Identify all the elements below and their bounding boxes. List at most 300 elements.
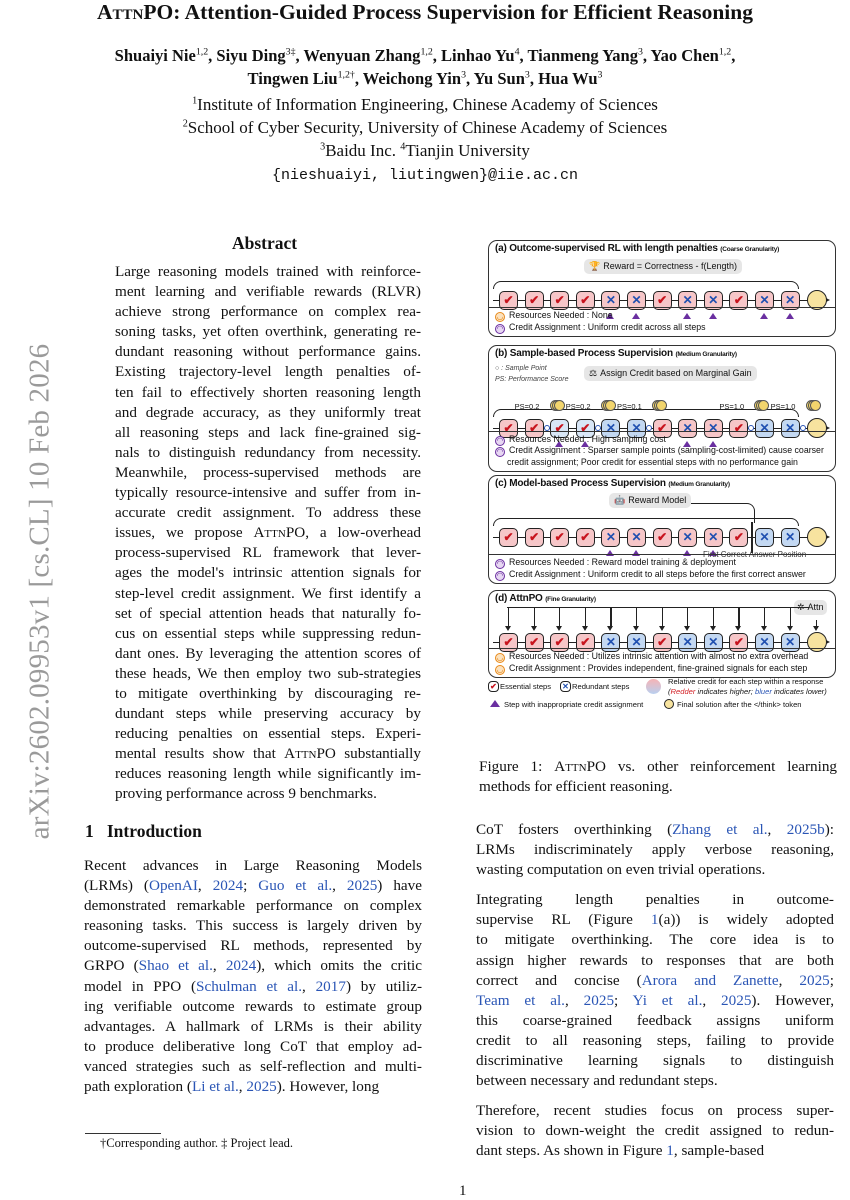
text: and degrade accuracy, as they uniformly treat	[115, 403, 421, 421]
redundant-step-x-icon: ✕	[627, 528, 646, 547]
text: ,	[767, 821, 787, 838]
text: ). However,	[751, 991, 834, 1009]
page-number: 1	[459, 1183, 467, 1199]
aff-mark: 2	[182, 118, 188, 130]
author-affiliation-mark: 1,2	[420, 46, 433, 58]
citation-link[interactable]: 2024	[212, 877, 244, 895]
text: (a)) is widely adopted	[658, 911, 834, 929]
text: dant ones. By leveraging the attention scores of	[115, 644, 421, 662]
title-system-name: AttnPO	[97, 0, 174, 24]
text-line	[476, 1071, 834, 1091]
text-line	[84, 1077, 422, 1097]
attention-arrow	[687, 608, 688, 628]
paper-title	[0, 0, 850, 25]
redundant-step-x-icon: ✕	[755, 528, 774, 547]
figure-panel-b	[488, 345, 836, 472]
text-line	[115, 483, 421, 503]
inappropriate-credit-triangle-icon	[683, 313, 691, 319]
text-line	[115, 523, 421, 543]
text: CoT fosters overthinking (	[476, 821, 673, 838]
text-line	[115, 563, 421, 583]
sad-face-icon: ◠	[496, 323, 504, 333]
redundant-step-x-icon: ✕	[601, 291, 620, 310]
text-line	[115, 282, 421, 302]
method-name: AttnPO	[284, 745, 336, 763]
text: between necessary and redundant steps.	[476, 1072, 718, 1090]
info-label: Credit Assignment	[509, 321, 581, 332]
essential-step-check-icon: ✔	[550, 633, 569, 652]
redundant-step-x-icon: ✕	[601, 633, 620, 652]
text: to mitigate overthinking by discouraging re-	[115, 684, 421, 702]
text-line	[476, 1141, 834, 1161]
text: to produce deliberative long CoT that employ ad-	[84, 1037, 422, 1055]
text-line	[84, 1057, 422, 1077]
redundant-step-legend-icon: ✕	[560, 681, 571, 692]
text: proving performance across 9 benchmarks.	[115, 785, 377, 803]
inappropriate-credit-triangle-icon	[632, 550, 640, 556]
title-text: : Attention-Guided Process Supervision for Efficient Reasoning	[173, 0, 753, 24]
citation-link[interactable]: Li et al.	[191, 1078, 239, 1096]
essential-step-check-icon: ✔	[653, 419, 672, 438]
pill-text: Reward Model	[628, 495, 687, 505]
text-line	[476, 1031, 834, 1051]
panel-divider	[489, 554, 835, 555]
citation-link[interactable]: 2025b	[786, 821, 825, 838]
author-affiliation-mark: 1,2†	[337, 69, 355, 81]
redundant-step-x-icon: ✕	[601, 419, 620, 438]
section-title: Introduction	[106, 821, 202, 841]
text: LRMs indiscriminately apply verbose reasoning,	[476, 841, 834, 859]
legend-relative-credit	[668, 677, 823, 686]
redundant-step-x-icon: ✕	[781, 291, 800, 310]
text: step-level credit assignment. We first identify a	[115, 584, 421, 602]
text-line	[84, 1017, 422, 1037]
attention-arrow	[764, 608, 765, 628]
citation-link[interactable]: Zhang et al.	[672, 821, 768, 838]
text-line	[115, 362, 421, 382]
legend-credit-color-note	[668, 687, 827, 696]
inappropriate-credit-triangle-icon	[786, 313, 794, 319]
text: achieve strong performance on complex rea-	[115, 303, 421, 321]
figure-caption	[479, 757, 837, 797]
affiliation-1	[0, 95, 850, 115]
essential-step-check-icon: ✔	[576, 633, 595, 652]
text: nals to distinguish redundancy from necessity.	[115, 443, 421, 461]
attention-arrow	[636, 608, 637, 628]
author-name: Siyu Ding	[216, 46, 286, 65]
sample-point-legend: ○ : Sample Point	[495, 365, 547, 372]
text-line	[115, 503, 421, 523]
citation-link[interactable]: 2025	[246, 1078, 277, 1096]
text: wasting computation on even trivial operations.	[476, 861, 766, 879]
essential-step-check-icon: ✔	[525, 528, 544, 547]
text-line	[115, 664, 421, 684]
method-name: AttnPO	[253, 524, 306, 542]
redundant-step-x-icon: ✕	[678, 419, 697, 438]
text: ten fail to effectively shorten reasoning length	[115, 383, 421, 401]
redundant-step-x-icon: ✕	[781, 633, 800, 652]
text-line	[476, 840, 834, 860]
panel-marginal-gain-label	[584, 366, 757, 381]
footnote: †Corresponding author. ‡ Project lead.	[100, 1136, 294, 1150]
text: advantages. A hallmark of LRMs is their ability	[84, 1017, 422, 1035]
sad-face-icon: ◠	[496, 559, 504, 568]
author-affiliation-mark: 3	[524, 69, 530, 81]
text-line	[476, 1051, 834, 1071]
text: to mitigate overthinking. The core idea is to	[476, 931, 834, 949]
legend-redundant	[560, 681, 629, 692]
text-line	[115, 644, 421, 664]
attention-arrow	[508, 608, 509, 628]
info-text: Utilizes intrinsic attention with almost no extra overhead	[591, 651, 809, 661]
affiliation-2	[0, 118, 850, 138]
final-solution-circle	[807, 632, 827, 652]
citation-link[interactable]: Guo et al.	[258, 877, 333, 895]
panel-info-line: ◠ Credit Assignment : Sparser sample points (sampling-cost-limited) cause coarser	[496, 445, 824, 456]
attention-arrow	[585, 608, 586, 628]
text: ), which omits the critic	[256, 957, 423, 975]
citation-link[interactable]: Shao et al.	[138, 957, 213, 975]
essential-step-check-icon: ✔	[525, 633, 544, 652]
panel-granularity: (Medium Granularity)	[675, 351, 737, 358]
text: ,	[564, 991, 584, 1009]
relative-credit-gradient-icon	[646, 679, 661, 694]
panel-title	[495, 348, 737, 359]
legend-redundant-text: Redundant steps	[572, 682, 630, 691]
method-name: AttnPO	[554, 758, 607, 775]
text-line	[84, 916, 422, 936]
text-line	[115, 543, 421, 563]
performance-score-label: PS=1.0	[719, 402, 745, 411]
bluer-label: bluer	[754, 687, 772, 696]
text: reasoning tasks. This success is largely driven by	[84, 917, 422, 935]
sad-face-icon: ◠	[496, 447, 504, 456]
figure-1	[488, 238, 838, 713]
essential-step-check-icon: ✔	[653, 291, 672, 310]
text-line	[115, 724, 421, 744]
redundant-step-x-icon: ✕	[627, 633, 646, 652]
essential-step-check-icon: ✔	[576, 291, 595, 310]
text-line	[476, 1121, 834, 1141]
info-text: None	[591, 310, 613, 320]
author-affiliation-mark: 1,2	[718, 46, 732, 58]
author-name: Yao Chen	[650, 46, 719, 65]
redder-label: Redder	[670, 687, 696, 696]
text: correct and concise (	[476, 971, 642, 989]
text: ) have	[377, 877, 422, 895]
happy-face-icon: ◡	[496, 664, 504, 674]
sad-face-icon: ◠	[496, 570, 504, 580]
text: issues, we propose	[115, 524, 254, 542]
attention-icon: ✲	[797, 602, 805, 612]
panel-granularity: (Coarse Granularity)	[720, 246, 780, 253]
essential-step-check-icon: ✔	[576, 419, 595, 438]
redundant-step-x-icon: ✕	[755, 419, 774, 438]
legend-inappropriate-credit	[490, 700, 643, 709]
citation-link[interactable]: 2025	[346, 877, 378, 895]
panel-title	[495, 243, 779, 254]
info-label: Resources Needed	[509, 310, 585, 320]
panel-title	[495, 593, 596, 604]
essential-step-check-icon: ✔	[653, 528, 672, 547]
text-line	[115, 684, 421, 704]
citation-link[interactable]: OpenAI	[148, 877, 198, 895]
text: ,	[197, 877, 213, 895]
text: , sample-based	[673, 1142, 765, 1160]
info-label: Resources Needed	[509, 433, 585, 444]
text-line	[84, 1037, 422, 1057]
legend-relative-credit-text: Relative credit for each step within a response	[668, 677, 824, 686]
text: model in PPO (	[84, 977, 196, 995]
text-line	[115, 383, 421, 403]
redundant-step-x-icon: ✕	[678, 633, 697, 652]
scale-icon: ⚖	[589, 368, 598, 378]
aff-text: School of Cyber Security, University of Chinese Academy of Sciences	[187, 118, 668, 137]
essential-step-check-icon: ✔	[653, 633, 672, 652]
text: outcome-supervised RL methods, represented by	[84, 937, 422, 955]
sample-coin-icon	[810, 400, 821, 411]
text-line	[476, 820, 834, 840]
citation-link[interactable]: 2017	[315, 977, 346, 995]
text: substantially	[335, 745, 421, 763]
essential-step-check-icon: ✔	[525, 291, 544, 310]
aff-text: Institute of Information Engineering, Chinese Academy of Sciences	[197, 95, 658, 114]
aff-mark: 1	[192, 95, 198, 107]
text-line	[84, 876, 422, 896]
info-label: Resources Needed	[509, 557, 585, 567]
panel-granularity: (Fine Granularity)	[545, 596, 596, 603]
essential-step-legend-icon: ✔	[488, 681, 499, 692]
legend-final-solution-text: Final solution after the </think> token	[677, 700, 802, 709]
note-text: indicates lower)	[771, 687, 827, 696]
sample-coin-icon	[605, 400, 616, 411]
redundant-step-x-icon: ✕	[781, 528, 800, 547]
triangle-legend-icon	[490, 700, 500, 707]
text-line	[115, 322, 421, 342]
redundant-step-x-icon: ✕	[755, 633, 774, 652]
figure-panel-a	[488, 240, 836, 337]
author-affiliation-mark: 3	[637, 46, 643, 58]
text: reducing penalties on essential steps. Experi-	[115, 725, 421, 743]
legend-essential-text: Essential steps	[500, 682, 552, 691]
text-line	[115, 403, 421, 423]
paragraph	[476, 890, 834, 1091]
text-line	[115, 624, 421, 644]
legend-final-solution	[664, 699, 802, 709]
paragraph	[476, 820, 834, 880]
pill-text: Attn	[807, 602, 824, 612]
text: vision to down-weight the credit assigned to redun-	[476, 1122, 834, 1140]
text: vs. other reinforcement learning	[606, 758, 838, 775]
text: ,	[302, 977, 316, 995]
grouping-bracket	[493, 281, 799, 289]
redundant-step-x-icon: ✕	[678, 291, 697, 310]
text: dant steps. As shown in Figure	[476, 1142, 667, 1160]
citation-link[interactable]: 2025	[721, 991, 752, 1009]
text: ment learning and verifiable rewards (RLVR)	[115, 283, 421, 301]
trophy-icon: 🏆	[589, 261, 601, 271]
text: ,	[238, 1078, 247, 1096]
essential-step-check-icon: ✔	[525, 419, 544, 438]
redundant-step-x-icon: ✕	[601, 528, 620, 547]
text-line	[84, 936, 422, 956]
sample-coin-icon	[656, 400, 667, 411]
panel-info-line: ◠ Credit Assignment : Uniform credit across all steps	[496, 321, 706, 333]
text-line	[476, 860, 834, 880]
panel-divider	[489, 431, 835, 432]
attention-arrow	[738, 608, 739, 628]
redundant-step-x-icon: ✕	[781, 419, 800, 438]
panel-divider	[489, 307, 835, 308]
inappropriate-credit-triangle-icon	[760, 313, 768, 319]
text: ;	[829, 971, 834, 989]
text-line	[84, 956, 422, 976]
text: dundant reasoning without performance gains.	[115, 343, 421, 361]
author-affiliation-mark: 1,2	[195, 46, 209, 58]
redundant-step-x-icon: ✕	[704, 419, 723, 438]
author-email[interactable]: {nieshuaiyi, liutingwen}@iie.ac.cn	[271, 167, 579, 184]
aff-text: Baidu Inc.	[325, 141, 401, 160]
text-line	[479, 757, 837, 777]
panel-title-text: (a) Outcome-supervised RL with length penalties	[495, 243, 718, 254]
inappropriate-credit-triangle-icon	[606, 550, 614, 556]
author-name: Linhao Yu	[441, 46, 515, 65]
text-line	[115, 463, 421, 483]
author-name: Tingwen Liu	[247, 69, 338, 88]
performance-score-label: PS=1.0	[770, 402, 796, 411]
text-line	[479, 777, 837, 797]
author-name: Yu Sun	[473, 69, 525, 88]
text-line	[476, 971, 834, 991]
essential-step-check-icon: ✔	[550, 528, 569, 547]
panel-info-line: ◠ Resources Needed : High sampling cost	[496, 433, 666, 445]
reward-model-arrow	[691, 503, 755, 523]
text: ;	[243, 877, 259, 895]
text: ages the model's intrinsic attention signals for	[115, 564, 421, 582]
authors-line-1: Shuaiyi Nie$^{1,2}$, Siyu Ding$^{3\ddagger}$, Wenyuan Zhang$^{1,2}$, Linhao Yu$^4$, Tianmeng Yang$^3$, Yao Chen$^{1,2}$,	[114, 46, 736, 65]
info-text: Uniform credit across all steps	[587, 321, 706, 332]
citation-link[interactable]: 2024	[225, 957, 257, 975]
author-name: Hua Wu	[538, 69, 598, 88]
citation-link[interactable]: Schulman et al.	[196, 977, 302, 995]
paragraph	[115, 262, 421, 805]
text: methods for efficient reasoning.	[479, 778, 673, 796]
text: (LRMs) (	[84, 877, 149, 895]
first-correct-answer-label: First Correct Answer Position	[703, 550, 807, 559]
abstract-heading: Abstract	[232, 233, 298, 253]
redundant-step-x-icon: ✕	[755, 291, 774, 310]
info-text: Uniform credit to all steps before the first correct answer	[587, 568, 806, 579]
citation-link[interactable]: Arora and Zanette	[641, 971, 779, 989]
paren: (	[668, 687, 671, 696]
text: vanced strategies such as self-reflection and multi-	[84, 1057, 422, 1075]
citation-link[interactable]: Team et al.	[476, 991, 565, 1009]
panel-info-line: ◡ Resources Needed : Utilizes intrinsic attention with almost no extra overhead	[496, 651, 809, 662]
text: ):	[824, 821, 834, 838]
author-name: Tianmeng Yang	[527, 46, 638, 65]
pill-text: Assign Credit based on Marginal Gain	[600, 368, 752, 378]
panel-reward-model-label	[609, 493, 691, 508]
text-line	[115, 262, 421, 282]
note-text: indicates higher;	[695, 687, 755, 696]
panel-granularity: (Medium Granularity)	[668, 481, 730, 488]
affiliation-3-4	[0, 141, 850, 161]
author-name: Shuaiyi Nie	[114, 46, 196, 65]
redundant-step-x-icon: ✕	[627, 291, 646, 310]
final-solution-circle	[807, 418, 827, 438]
sample-coin-icon	[554, 400, 565, 411]
essential-step-check-icon: ✔	[499, 419, 518, 438]
info-text: Provides independent, fine-grained signals for each step	[587, 662, 808, 673]
text: ,	[702, 991, 722, 1009]
citation-link[interactable]: 1	[650, 911, 659, 929]
right-column-body	[476, 820, 834, 1162]
text: ,	[778, 971, 800, 989]
text-line	[476, 1101, 834, 1121]
text: typically resource-intensive and suffer from in-	[115, 484, 421, 502]
authors-line-2: Tingwen Liu$^{1,2\dagger}$, Weichong Yin$^3$, Yu Sun$^3$, Hua Wu$^3$	[247, 69, 603, 88]
info-text: credit assignment; Poor credit for essential steps with no performance gain	[507, 456, 798, 467]
author-name: Wenyuan Zhang	[303, 46, 421, 65]
citation-link[interactable]: 1	[666, 1142, 674, 1160]
text-line	[84, 977, 422, 997]
aff-mark: 3	[320, 141, 326, 153]
citation-link[interactable]: 2025	[799, 971, 830, 989]
text: assign higher rewards to responses that are both	[476, 951, 834, 969]
text: GRPO (	[84, 957, 139, 975]
info-text: Sparser sample points (sampling-cost-limited) cause coarser	[587, 445, 824, 455]
text-line	[476, 910, 834, 930]
text: Large reasoning models trained with reinforce-	[115, 263, 421, 280]
panel-info-line: ◡ Resources Needed : None	[496, 310, 613, 321]
text-line	[115, 604, 421, 624]
section-number: 1	[85, 821, 94, 841]
performance-score-label: PS=0.2	[565, 402, 591, 411]
text: process-supervised RL framework that lever-	[115, 544, 421, 562]
text: this coarse-grained feedback assigns uniform	[476, 1011, 834, 1029]
text: dundant steps while preserving accuracy by	[115, 705, 421, 723]
panel-info-line: ◡ Credit Assignment : Provides independent, fine-grained signals for each step	[496, 662, 808, 674]
sad-face-icon: ◠	[496, 435, 504, 445]
footnote-rule	[85, 1133, 161, 1134]
essential-step-check-icon: ✔	[729, 528, 748, 547]
panel-reward-formula-label	[584, 259, 742, 274]
arxiv-stamp: arXiv:2602.09953v1 [cs.CL] 10 Feb 2026	[23, 343, 56, 840]
essential-step-check-icon: ✔	[576, 528, 595, 547]
attention-arrow	[790, 608, 791, 628]
citation-link[interactable]: 2025	[583, 991, 615, 1009]
essential-step-check-icon: ✔	[729, 291, 748, 310]
text-line	[115, 584, 421, 604]
attention-arrow	[534, 608, 535, 628]
text-line	[115, 443, 421, 463]
text: supervise RL (Figure	[476, 911, 651, 929]
redundant-step-x-icon: ✕	[678, 528, 697, 547]
paragraph	[84, 856, 422, 1097]
panel-title	[495, 478, 730, 489]
text: ) by utiliz-	[345, 977, 423, 995]
final-solution-circle	[807, 527, 827, 547]
attention-arrow	[610, 608, 611, 628]
text-line	[115, 764, 421, 784]
text: ). However, long	[276, 1078, 380, 1096]
text: set of special attention heads that naturally fo-	[115, 604, 421, 622]
citation-link[interactable]: Yi et al.	[632, 991, 703, 1009]
final-solution-legend-icon	[664, 699, 674, 709]
text-line	[476, 1011, 834, 1031]
first-correct-answer-marker	[751, 522, 753, 553]
abstract-body	[115, 262, 421, 805]
